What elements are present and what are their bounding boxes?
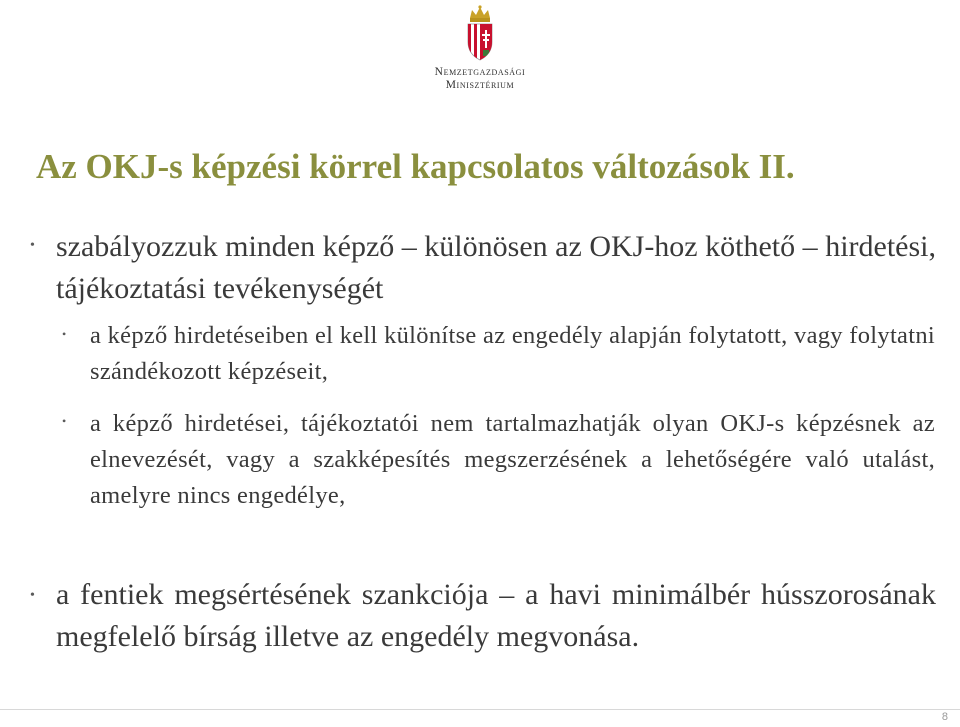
page-number: 8 xyxy=(941,711,948,723)
footer-divider xyxy=(0,709,960,710)
bullet-icon: • xyxy=(30,238,35,253)
sub-bullet-item-2: a képző hirdetései, tájékoztatói nem tartalmazhatják olyan OKJ-s képzésnek az elnevezését, vagy a szakképesítés megszerzésének a lehetőségére való utalást, amelyre nincs engedélye, xyxy=(90,410,935,509)
bullet-item-1: szabályozzuk minden képző – különösen az OKJ-hoz köthető – hirdetési, tájékoztatási tevékenységét xyxy=(56,230,936,305)
sub-bullet-item-1: a képző hirdetéseiben el kell különítse az engedély alapján folytatott, vagy folytatni szándékozott képzéseit, xyxy=(90,322,935,385)
bullet-icon: • xyxy=(30,588,35,603)
bullet-icon: • xyxy=(62,414,67,428)
bullet-icon: • xyxy=(62,327,67,341)
ministry-name-line1: Nemzetgazdasági xyxy=(434,66,526,78)
slide-title: Az OKJ-s képzési körrel kapcsolatos változások II. xyxy=(36,147,795,186)
ministry-logo xyxy=(405,4,555,92)
bullet-item-2: a fentiek megsértésének szankciója – a havi minimálbér hússzorosának megfelelő bírság illetve az engedély megvonása. xyxy=(56,578,936,653)
coat-of-arms-icon xyxy=(462,4,498,64)
ministry-name-line2: Minisztérium xyxy=(445,79,515,91)
